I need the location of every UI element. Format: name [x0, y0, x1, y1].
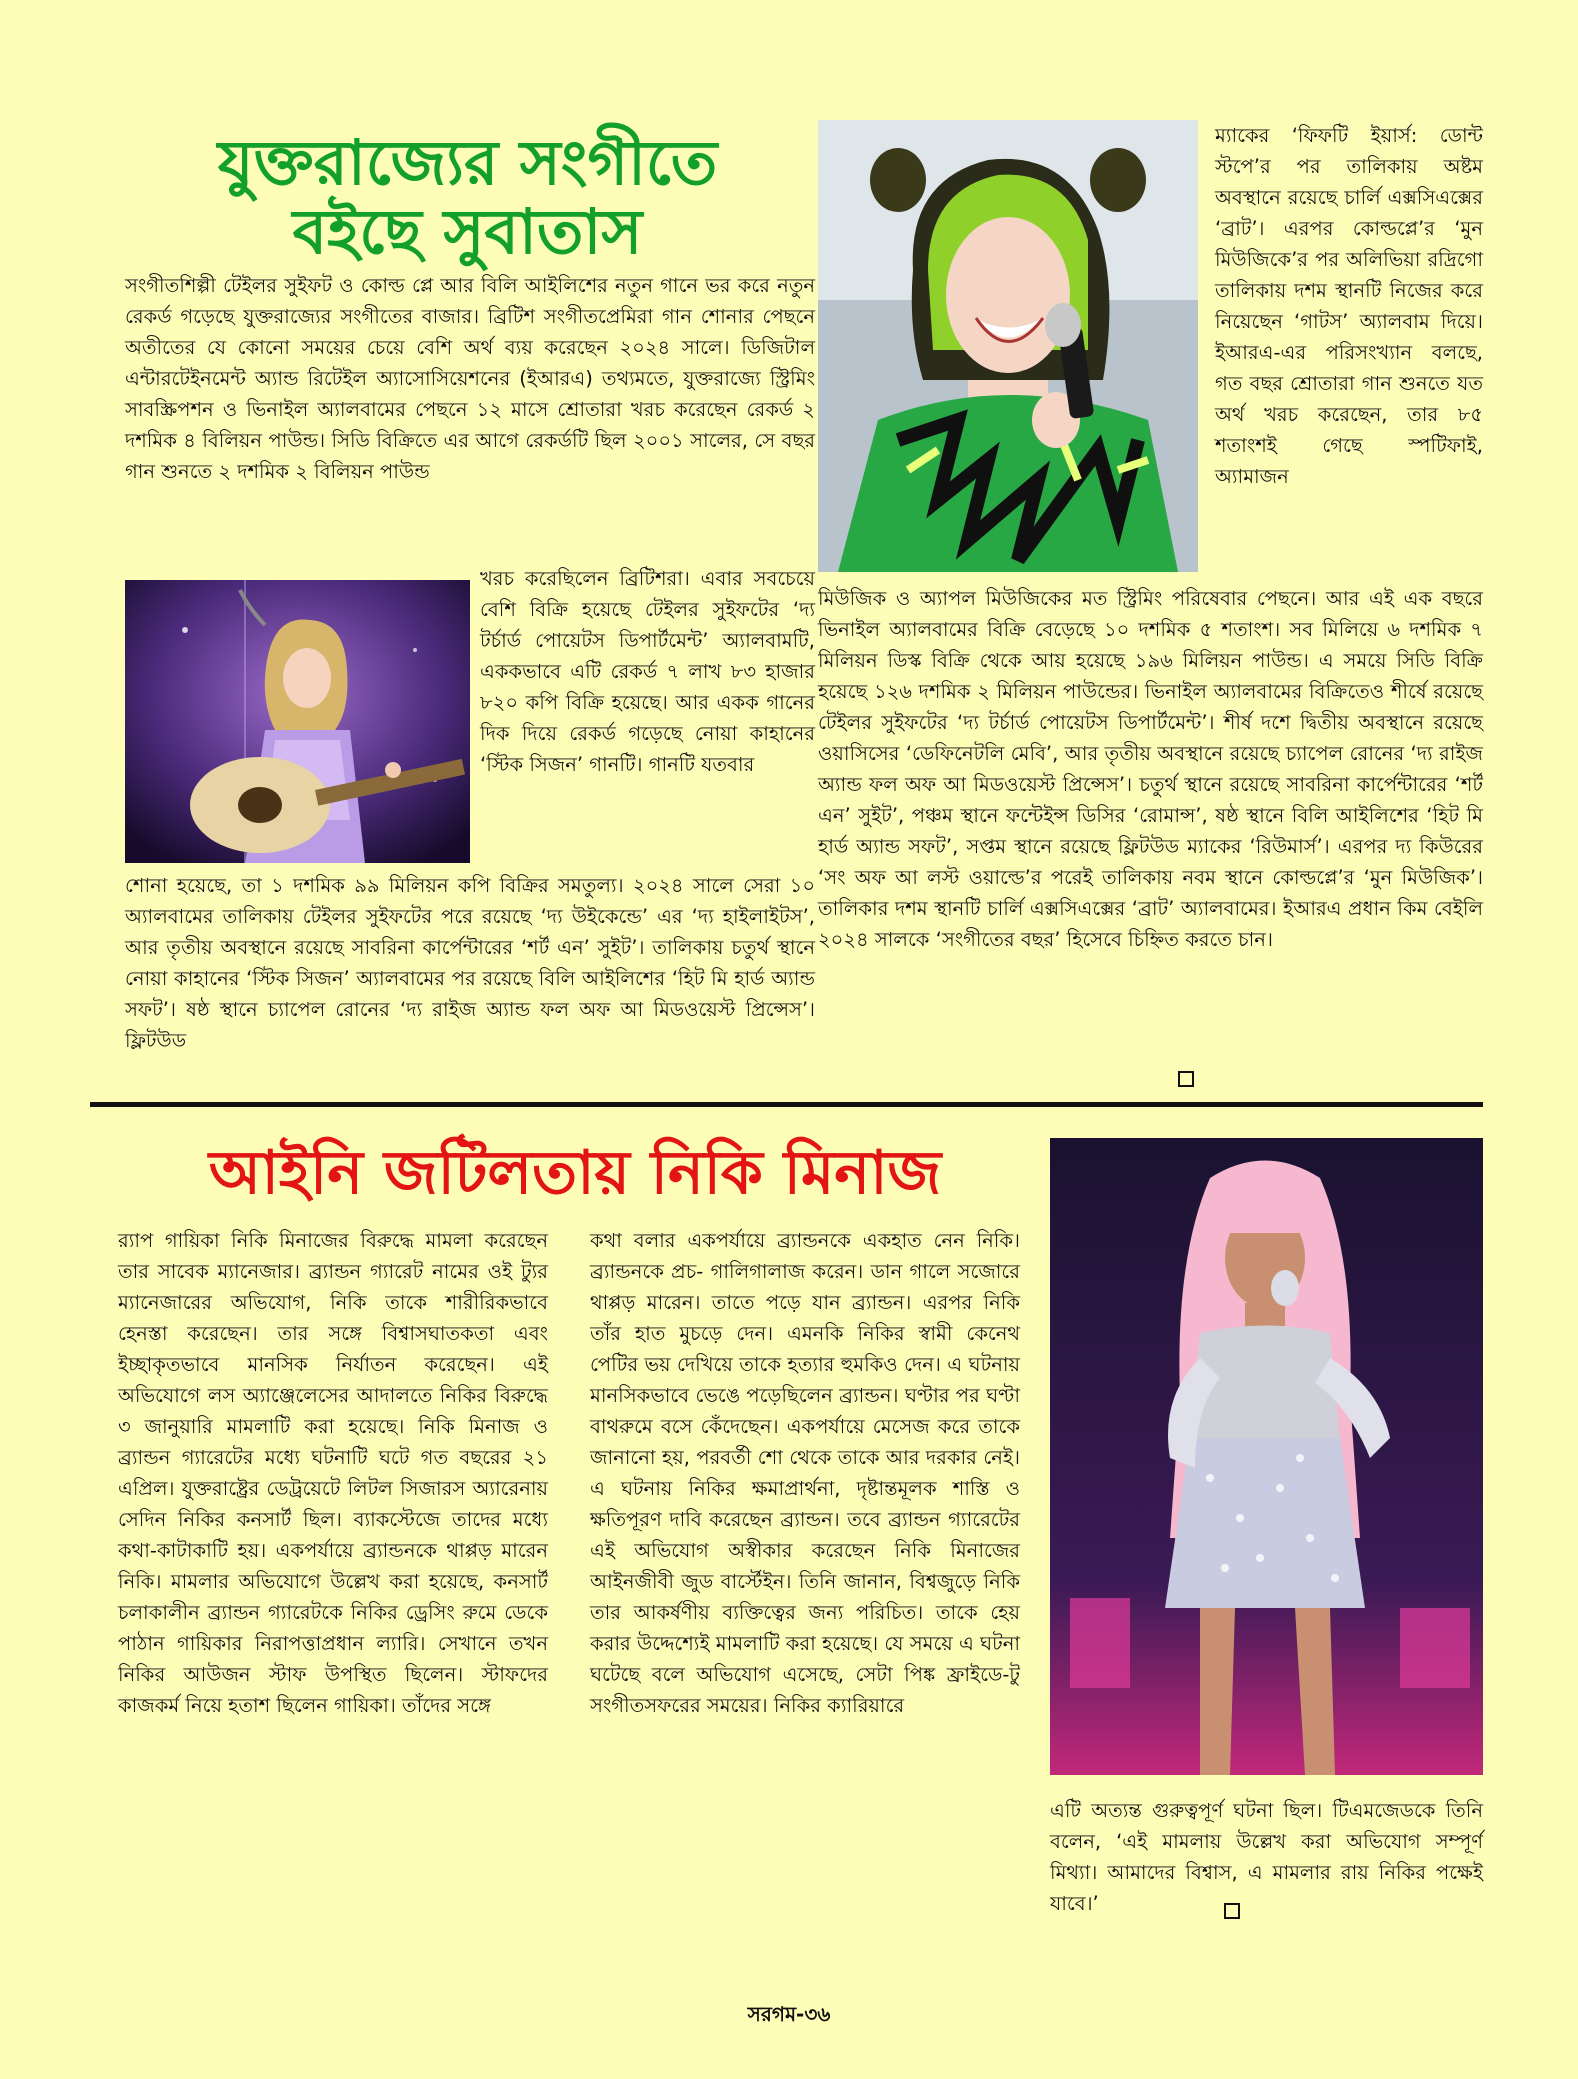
article1-paragraph-beside: খরচ করেছিলেন ব্রিটিশরা। এবার সবচেয়ে বেশি বিক্রি হয়েছে টেইলর সুইফটের ‘দ্য টর্চার্ড পোয়েটস ডিপার্টমেন্ট’ অ্যালবামটি, এককভাবে এটি রেকর্ড ৭ লাখ ৮৩ হাজার ৮২০ কপি বিক্রি হয়েছে। আর একক গানের দিক দিয়ে রেকর্ড গড়েছে নোয়া কাহানের ‘স্টিক সিজন’ গানটি। গানটি যতবার: [480, 567, 815, 776]
article1-end-mark: [1178, 1071, 1194, 1087]
article2-end-mark: [1224, 1903, 1240, 1919]
article1-paragraph-right-top: ম্যাকের ‘ফিফটি ইয়ার্স: ডোন্ট স্টপে’র পর তালিকায় অষ্টম অবস্থানে রয়েছে চার্লি এক্সসিএক্সের ‘ব্রাট’। এরপর কোল্ডপ্লে’র ‘মুন মিউজিকে’র পর অলিভিয়া রদ্রিগো তালিকায় দশম স্থানটি নিজের করে নিয়েছেন ‘গাটস’ অ্যালবাম দিয়ে। ইআরএ-এর পরিসংখ্যান বলছে, গত বছর শ্রোতারা গান শুনতে যত অর্থ খরচ করেছেন, তার ৮৫ শতাংশই গেছে স্পটিফাই, অ্যামাজন: [1215, 124, 1483, 488]
taylor-swift-photo: [125, 580, 470, 863]
billie-eilish-photo: [818, 120, 1198, 572]
article1-headline: [125, 128, 810, 267]
nicki-minaj-photo: [1050, 1138, 1483, 1775]
article1-title-line1: যুক্তরাজ্যের সংগীতে: [217, 126, 718, 199]
article1-paragraph-bottom: শোনা হয়েছে, তা ১ দশমিক ৯৯ মিলিয়ন কপি বিক্রির সমতুল্য। ২০২৪ সালে সেরা ১০ অ্যালবামের তালিকায় টেইলর সুইফটের পরে রয়েছে ‘দ্য উইকেন্ডে’ এর ‘দ্য হাইলাইটস’, আর তৃতীয় অবস্থানে রয়েছে সাবরিনা কার্পেন্টারের ‘শর্ট এন’ সুইট’। তালিকায় চতুর্থ স্থানে নোয়া কাহানের ‘স্টিক সিজন’ অ্যালবামের পর রয়েছে বিলি আইলিশের ‘হিট মি হার্ড অ্যান্ড সফট’। ষষ্ঠ স্থানে চ্যাপেল রোনের ‘দ্য রাইজ অ্যান্ড ফল অফ আ মিডওয়েস্ট প্রিন্সেস’। ফ্লিটউড: [125, 874, 815, 1052]
article1-paragraph-right-bottom: মিউজিক ও অ্যাপল মিউজিকের মত স্ট্রিমিং পরিষেবার পেছনে। আর এই এক বছরে ভিনাইল অ্যালবামের বিক্রি বেড়েছে ১০ দশমিক ৫ শতাংশ। সব মিলিয়ে ৬ দশমিক ৭ মিলিয়ন ডিস্ক বিক্রি থেকে আয় হয়েছে ১৯৬ মিলিয়ন পাউন্ড। এ সময়ে সিডি বিক্রি হয়েছে ১২৬ দশমিক ২ মিলিয়ন পাউন্ডের। ভিনাইল অ্যালবামের বিক্রিতেও শীর্ষে রয়েছে টেইলর সুইফটের ‘দ্য টর্চার্ড পোয়েটস ডিপার্টমেন্ট’। শীর্ষ দশে দ্বিতীয় অবস্থানে রয়েছে ওয়াসিসের ‘ডেফিনেটলি মেবি’, আর তৃতীয় অবস্থানে রয়েছে চ্যাপেল রোনের ‘দ্য রাইজ অ্যান্ড ফল অফ আ মিডওয়েস্ট প্রিন্সেস’। চতুর্থ স্থানে রয়েছে সাবরিনা কার্পেন্টারের ‘শর্ট এন’ সুইট’, পঞ্চম স্থানে ফন্টেইন্স ডিসির ‘রোমান্স’, ষষ্ঠ স্থানে বিলি আইলিশের ‘হিট মি হার্ড অ্যান্ড সফট’, সপ্তম স্থানে রয়েছে ফ্লিটউড ম্যাকের ‘রিউমার্স’। এরপর দ্য কিউরের ‘সং অফ আ লস্ট ওয়াল্ডে’র পরেই তালিকায় নবম স্থানে কোল্ডপ্লে’র ‘মুন মিউজিক’। তালিকার দশম স্থানটি চার্লি এক্সসিএক্সের ‘ব্রাট’ অ্যালবামের। ইআরএ প্রধান কিম বেইলি ২০২৪ সালকে ‘সংগীতের বছর’ হিসেবে চিহ্নিত করতে চান।: [818, 587, 1483, 951]
article2-column-3: এটি অত্যন্ত গুরুত্বপূর্ণ ঘটনা ছিল। টিএমজেডকে তিনি বলেন, ‘এই মামলায় উল্লেখ করা অভিযোগ সম্পূর্ণ মিথ্যা। আমাদের বিশ্বাস, এ মামলার রায় নিকির পক্ষেই যাবে।’: [1050, 1799, 1483, 1915]
article1-title-line2: বইছে সুবাতাস: [292, 195, 643, 269]
article1-paragraph-top: সংগীতশিল্পী টেইলর সুইফট ও কোল্ড প্লে আর বিলি আইলিশের নতুন গানে ভর করে নতুন রেকর্ড গড়েছে যুক্তরাজ্যের সংগীতের বাজার। ব্রিটিশ সংগীতপ্রেমিরা গান শোনার পেছনে অতীতের যে কোনো সময়ের চেয়ে বেশি অর্থ ব্যয় করেছেন ২০২৪ সালে। ডিজিটাল এন্টারটেইনমেন্ট অ্যান্ড রিটেইল অ্যাসোসিয়েশনের (ইআরএ) তথ্যমতে, যুক্তরাজ্যে স্ট্রিমিং সাবস্ক্রিপশন ও ভিনাইল অ্যালবামের পেছনে ১২ মাসে শ্রোতারা খরচ করেছেন রেকর্ড ২ দশমিক ৪ বিলিয়ন পাউন্ড। সিডি বিক্রিতে এর আগে রেকর্ডটি ছিল ২০০১ সালের, সে বছর গান শুনতে ২ দশমিক ২ বিলিয়ন পাউন্ড: [125, 274, 815, 483]
article2-column-2: কথা বলার একপর্যায়ে ব্র্যান্ডনকে একহাত নেন নিকি। ব্র্যান্ডনকে প্রচ- গালিগালাজ করেন। ডান গালে সজোরে থাপ্পড় মারেন। তাতে পড়ে যান ব্র্যান্ডন। এরপর নিকি তাঁর হাত মুচড়ে দেন। এমনকি নিকির স্বামী কেনেথ পেটির ভয় দেখিয়ে তাকে হত্যার হুমকিও দেন। এ ঘটনায় মানসিকভাবে ভেঙে পড়েছিলেন ব্র্যান্ডন। ঘণ্টার পর ঘণ্টা বাথরুমে বসে কেঁদেছেন। একপর্যায়ে মেসেজ করে তাকে জানানো হয়, পরবর্তী শো থেকে তাকে আর দরকার নেই। এ ঘটনায় নিকির ক্ষমাপ্রার্থনা, দৃষ্টান্তমূলক শাস্তি ও ক্ষতিপূরণ দাবি করেছেন ব্র্যান্ডন। তবে ব্র্যান্ডন গ্যারেটের এই অভিযোগ অস্বীকার করেছেন নিকি মিনাজের আইনজীবী জুড বার্স্টেইন। তিনি জানান, বিশ্বজুড়ে নিকি তার আকর্ষণীয় ব্যক্তিত্বের জন্য পরিচিত। তাকে হেয় করার উদ্দেশ্যেই মামলাটি করা হয়েছে। যে সময়ে এ ঘটনা ঘটেছে বলে অভিযোগ এসেছে, সেটা পিঙ্ক ফ্রাইডে-টু সংগীতসফরের সময়ের। নিকির ক্যারিয়ারে: [590, 1229, 1020, 1717]
section-divider: [90, 1102, 1483, 1107]
article2-title: আইনি জটিলতায় নিকি মিনাজ: [208, 1138, 942, 1208]
article2-column-1: র‍্যাপ গায়িকা নিকি মিনাজের বিরুদ্ধে মামলা করেছেন তার সাবেক ম্যানেজার। ব্র্যান্ডন গ্যারেট নামের ওই ট্যুর ম্যানেজারের অভিযোগ, নিকি তাকে শারীরিকভাবে হেনস্তা করেছেন। তার সঙ্গে বিশ্বাসঘাতকতা এবং ইচ্ছাকৃতভাবে মানসিক নির্যাতন করেছেন। এই অভিযোগে লস অ্যাঞ্জেলেসের আদালতে নিকির বিরুদ্ধে ৩ জানুয়ারি মামলাটি করা হয়েছে। নিকি মিনাজ ও ব্র্যান্ডন গ্যারেটের মধ্যে ঘটনাটি ঘটে গত বছরের ২১ এপ্রিল। যুক্তরাষ্ট্রের ডেট্রয়েটে লিটল সিজারস অ্যারেনায় সেদিন নিকির কনসার্ট ছিল। ব্যাকস্টেজে তাদের মধ্যে কথা-কাটাকাটি হয়। একপর্যায়ে ব্র্যান্ডনকে থাপ্পড় মারেন নিকি। মামলার অভিযোগে উল্লেখ করা হয়েছে, কনসার্ট চলাকালীন ব্র্যান্ডন গ্যারেটকে নিকির ড্রেসিং রুমে ডেকে পাঠান গায়িকার নিরাপত্তাপ্রধান ল্যারি। সেখানে তখন নিকির আউজন স্টাফ উপস্থিত ছিলেন। স্টাফদের কাজকর্ম নিয়ে হতাশ ছিলেন গায়িকা। তাঁদের সঙ্গে: [118, 1229, 548, 1717]
page-folio: সরগম-৩৬: [747, 2002, 831, 2026]
